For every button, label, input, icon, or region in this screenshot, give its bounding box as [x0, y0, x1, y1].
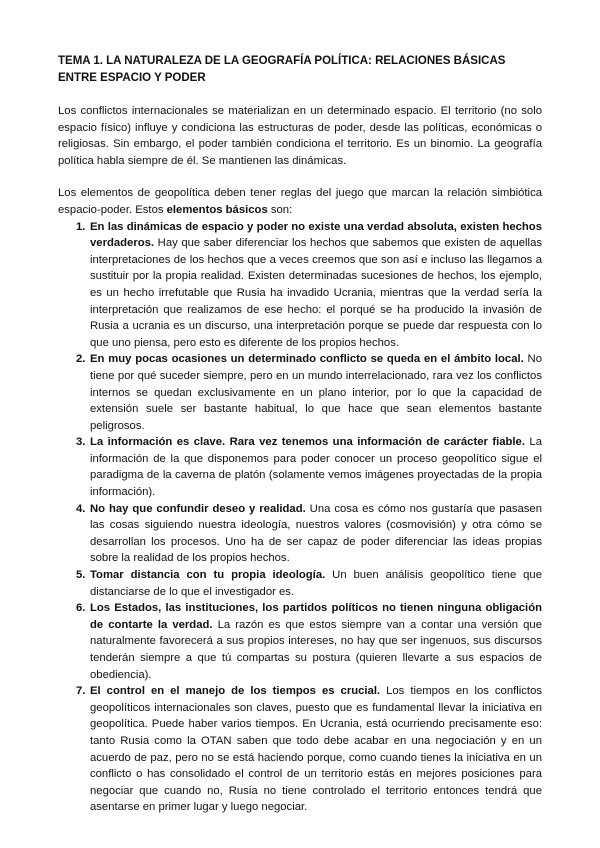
- list-item: [58, 219, 542, 352]
- list-item: [58, 683, 542, 816]
- elements-paragraph-tail: son:: [267, 203, 293, 216]
- list-item-heading: Los Estados, las instituciones, los partidos políticos no tienen ninguna obligación de contarte la verdad.: [90, 602, 542, 631]
- list-item-text: La información de la que disponemos para poder conocer un proceso geopolítico sigue el paradigma de la caverna de platón (solamente vemos imágenes proyectadas de la propia información).: [90, 436, 542, 499]
- basic-elements-list: [58, 219, 542, 816]
- list-item-heading: El control en el manejo de los tiempos es crucial.: [90, 685, 381, 698]
- list-item-heading: Tomar distancia con tu propia ideología.: [90, 569, 326, 582]
- list-item-number: 6.: [76, 602, 86, 615]
- list-item-text: Un buen análisis geopolítico tiene que distanciarse de lo que el investigador es.: [90, 569, 542, 598]
- list-item-number: 7.: [76, 685, 86, 698]
- list-item-text: Hay que saber diferenciar los hechos que sabemos que existen de aquellas interpretaciones de los hechos que a veces creemos que son así e incluso las llegamos a sustituir por la propia realidad. Existen determinadas sucesiones de hechos, los ejemplo, es un hecho irrefutable que Rusia ha invadido Ucrania, mientras que la verdad sería la interpretación que realizamos de ese hecho: el porqué se ha producido la invasión de Rusia a ucrania es un discurso, una interpretación porque se puede dar respuesta con lo que uno piensa, pero esto es diferente de los propios hechos.: [90, 237, 542, 349]
- document-body: [58, 53, 542, 816]
- list-item-heading: En las dinámicas de espacio y poder no existe una verdad absoluta, existen hechos verdaderos.: [90, 220, 542, 250]
- list-item-number: 2.: [76, 353, 86, 366]
- list-item-number: 1.: [76, 220, 86, 233]
- list-item: [58, 501, 542, 567]
- list-item: [58, 351, 542, 434]
- list-item-number: 3.: [76, 436, 86, 449]
- intro-paragraph: Los conflictos internacionales se materializan en un determinado espacio. El territorio (no solo espacio físico) influye y condiciona las estructuras de poder, desde las políticas, económicas o religiosas. Sin embargo, el poder también condiciona el territorio. Es un binomio. La geografía política habla siempre de él. Se mantienen las dinámicas.: [58, 105, 542, 167]
- list-item-heading: No hay que confundir deseo y realidad.: [90, 502, 306, 515]
- list-item: [58, 434, 542, 500]
- list-item: [58, 600, 542, 683]
- list-item-text: La razón es que estos siempre van a contar una versión que naturalmente favorecerá a sus propios intereses, no hay que ser ingenuos, sus discursos tenderán siempre a que tú compartas su postura (quieren llevarte a sus espacios de obediencia).: [90, 618, 542, 681]
- list-item-heading: La información es clave. Rara vez tenemos una información de carácter fiable.: [90, 436, 525, 449]
- list-item-heading: En muy pocas ocasiones un determinado conflicto se queda en el ámbito local.: [90, 353, 524, 366]
- document-title: TEMA 1. LA NATURALEZA DE LA GEOGRAFÍA POLÍTICA: RELACIONES BÁSICAS ENTRE ESPACIO Y PODER: [58, 55, 506, 84]
- list-item-text: No tiene por qué suceder siempre, pero en un mundo interrelacionado, rara vez los conflictos internos se quedan exclusivamente en un plano interior, por lo que la capacidad de extensión suele ser bastante habitual, lo que hace que sean elementos bastante peligrosos.: [90, 353, 542, 432]
- list-item: [58, 567, 542, 600]
- list-item-number: 5.: [76, 569, 86, 582]
- list-item-text: Los tiempos en los conflictos geopolíticos internacionales son claves, puesto que es fundamental llevar la iniciativa en geopolítica. Puede haber varios tiempos. En Ucrania, está ocurriendo precisamente eso: tanto Rusia como la OTAN saben que todo debe acabar en una negociación y en un acuerdo de paz, pero no se está haciendo porque, como cuando tienes la iniciativa en un conflicto o has consolidado el control de un territorio estás en mejores posiciones para negociar que cuando no, Rusia no tiene controlado el territorio entonces tendrá que asentarse en primer lugar y luego negociar.: [90, 685, 542, 814]
- list-item-text: Una cosa es cómo nos gustaría que pasasen las cosas siguiendo nuestra ideología, nuestros valores (cosmovisión) y otra cómo se desarrollan los procesos. Uno ha de ser capaz de poder diferenciar las ideas propias sobre la realidad de los propios hechos.: [90, 502, 542, 565]
- list-item-number: 4.: [76, 502, 86, 515]
- elements-paragraph-text: Los elementos de geopolítica deben tener reglas del juego que marcan la relación simbiótica espacio-poder. Estos: [58, 187, 542, 216]
- elements-paragraph: [58, 185, 542, 218]
- elements-paragraph-bold: elementos básicos: [166, 203, 268, 216]
